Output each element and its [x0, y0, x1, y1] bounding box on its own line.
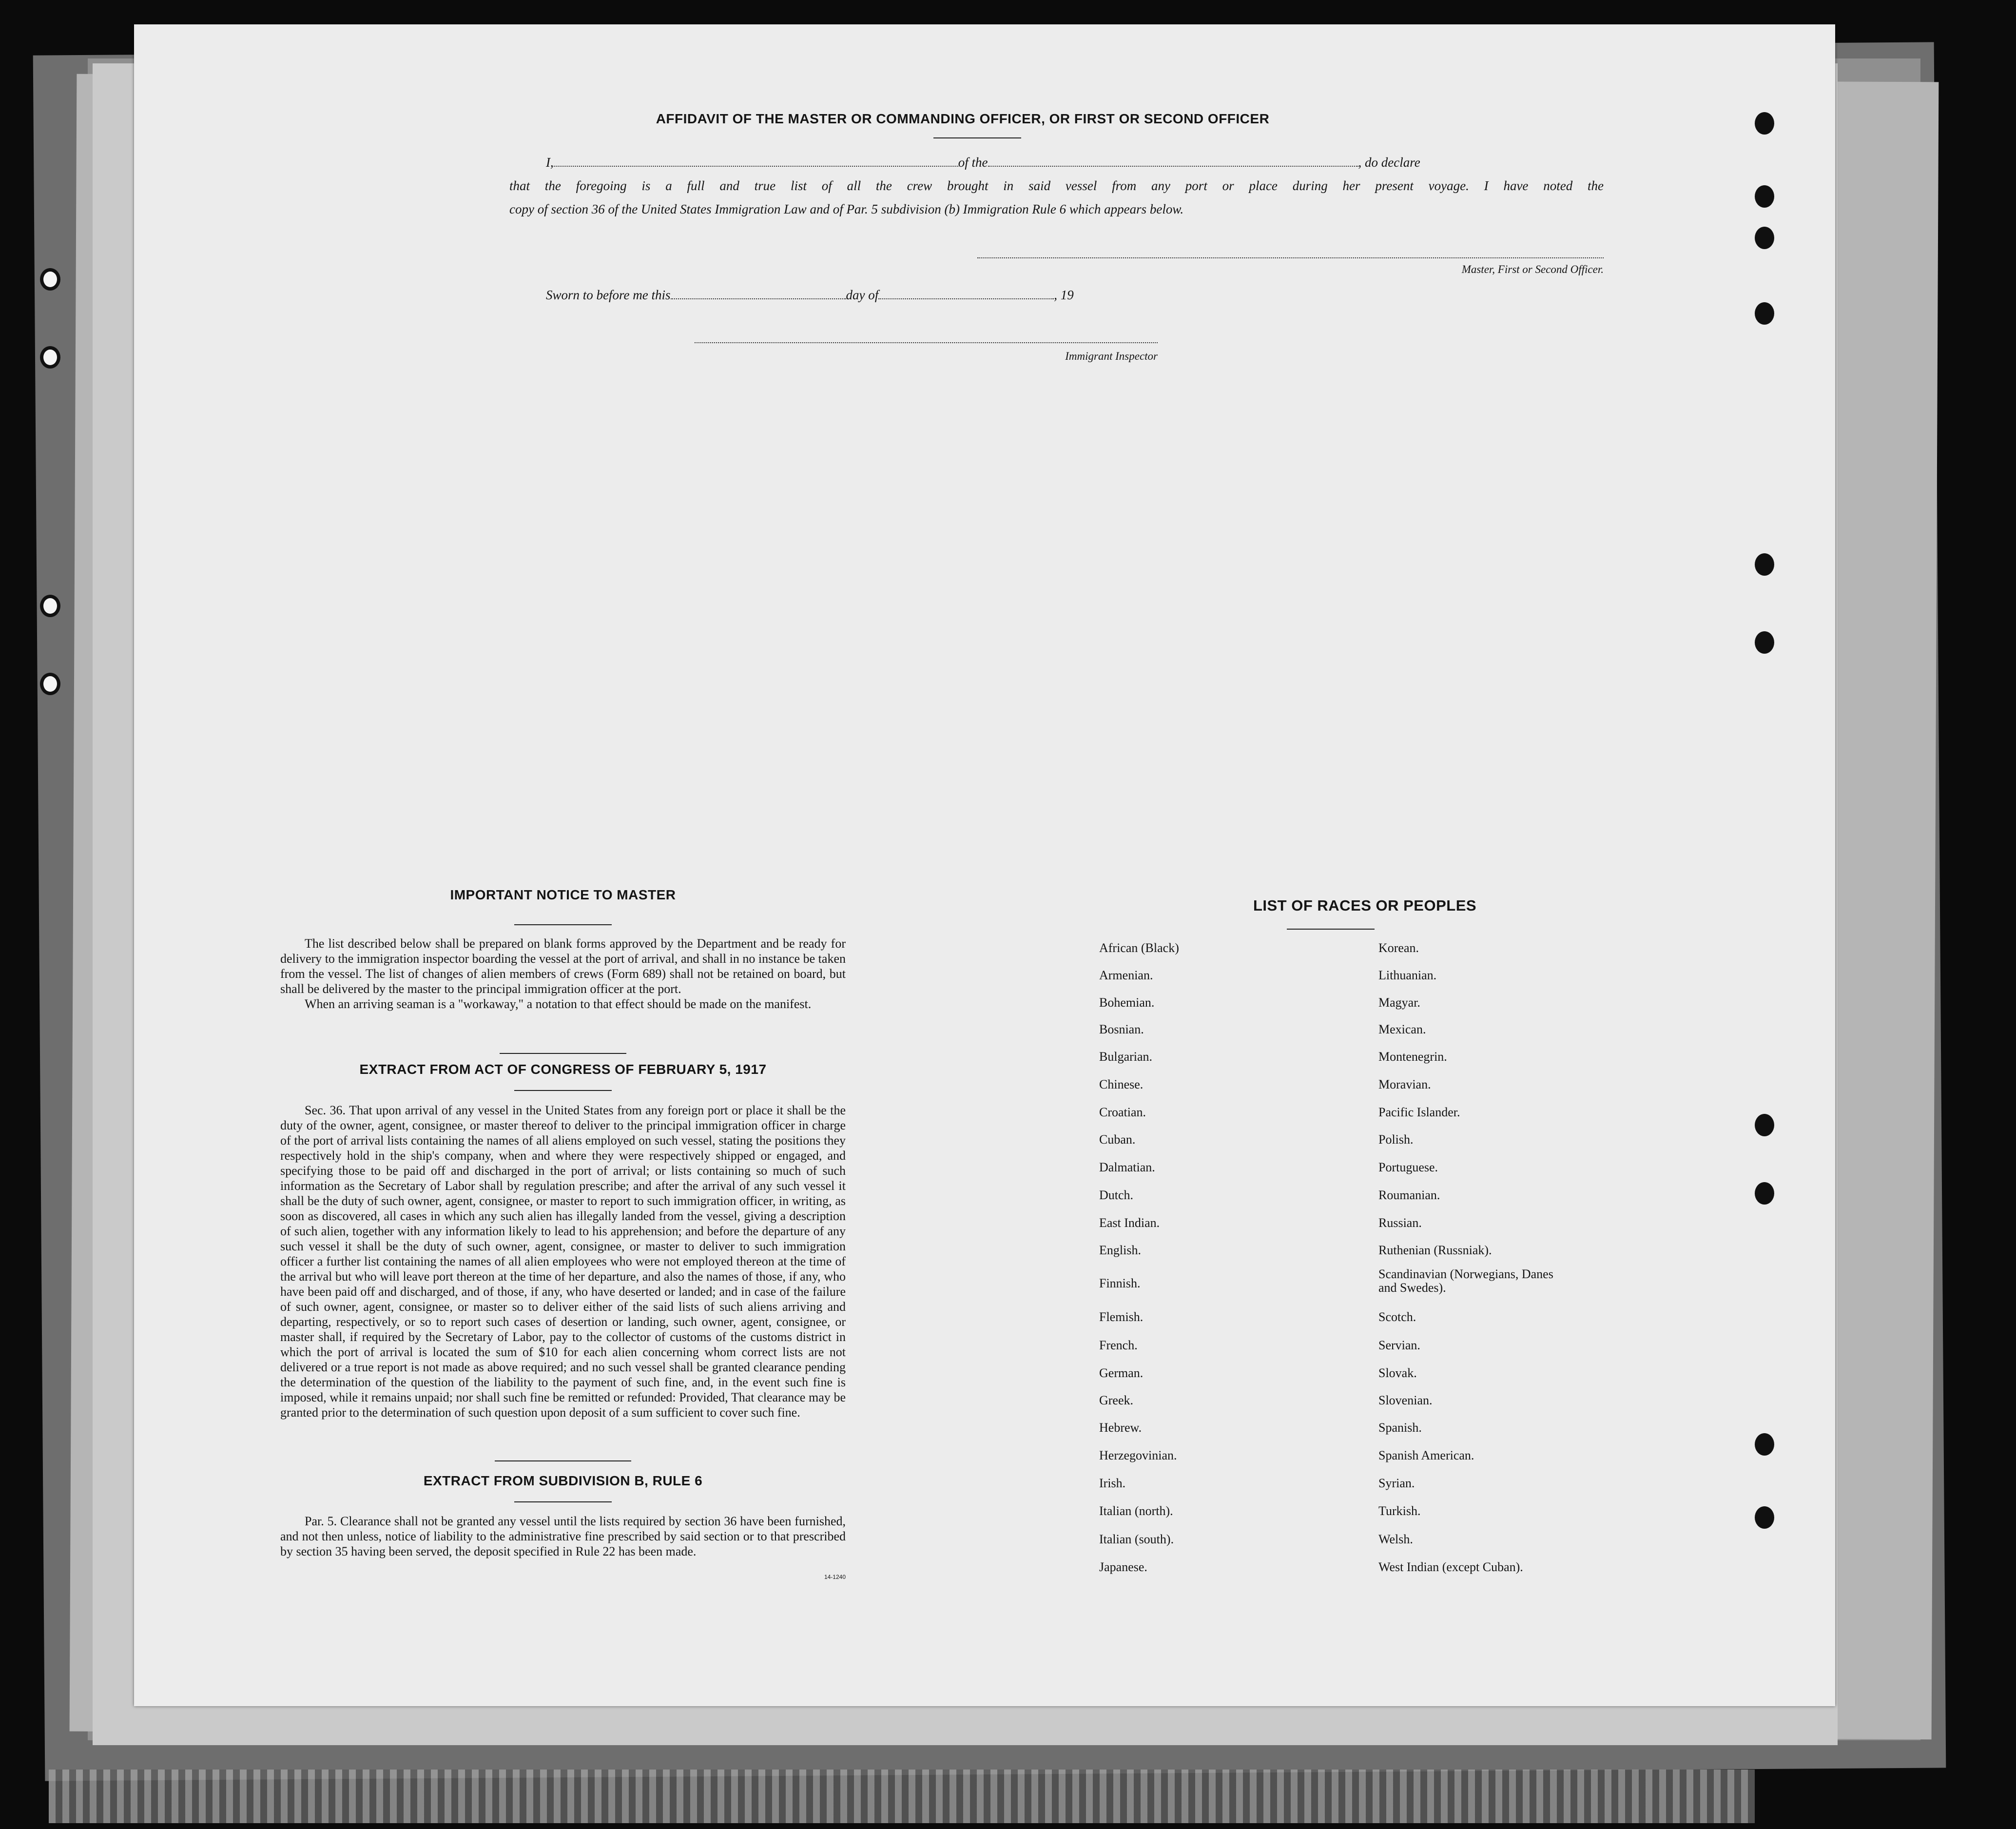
affidavit-i: I, — [546, 155, 554, 170]
race-item: Chinese. — [1099, 1077, 1144, 1091]
race-item: Polish. — [1378, 1132, 1414, 1147]
punch-hole — [1755, 185, 1774, 208]
race-item: Slovak. — [1378, 1366, 1417, 1380]
divider — [933, 137, 1021, 138]
race-item: Moravian. — [1378, 1077, 1431, 1091]
race-item: African (Black) — [1099, 941, 1179, 955]
race-item: East Indian. — [1099, 1216, 1160, 1230]
vessel-blank — [988, 157, 1358, 167]
affidavit-of-the: of the — [958, 155, 988, 170]
race-item: Dalmatian. — [1099, 1160, 1155, 1174]
affidavit-declare: , do declare — [1358, 155, 1420, 170]
divider — [514, 924, 612, 925]
punch-hole — [1755, 1182, 1774, 1205]
race-item: Russian. — [1378, 1216, 1422, 1230]
race-item: Italian (north). — [1099, 1504, 1173, 1518]
race-item: Mexican. — [1378, 1022, 1426, 1036]
sworn-prefix: Sworn to before me this — [546, 288, 671, 302]
race-item: Portuguese. — [1378, 1160, 1438, 1174]
sworn-year: , 19 — [1054, 288, 1074, 302]
divider — [1287, 929, 1375, 930]
race-item: Cuban. — [1099, 1132, 1136, 1147]
fabric-edge — [49, 1770, 1755, 1823]
divider — [500, 1053, 626, 1054]
race-item: English. — [1099, 1243, 1141, 1257]
affidavit-title: AFFIDAVIT OF THE MASTER OR COMMANDING OFFICER, OR FIRST OR SECOND OFFICER — [656, 111, 1270, 126]
race-item: Bohemian. — [1099, 995, 1155, 1010]
punch-hole — [1755, 553, 1774, 576]
inspector-signature-line — [695, 342, 1158, 343]
day-blank — [671, 290, 846, 299]
punch-hole — [1755, 631, 1774, 654]
race-item: Spanish. — [1378, 1420, 1422, 1435]
race-item: Finnish. — [1099, 1276, 1141, 1290]
affidavit-line-2: that the foregoing is a full and true list of all the crew brought in said vessel from any port or place during her present voyage. I have noted the — [509, 178, 1604, 193]
punch-hole — [1755, 1114, 1774, 1136]
race-item: Magyar. — [1378, 995, 1420, 1010]
sworn-line — [546, 288, 1074, 303]
notice-paragraph: The list described below shall be prepared on blank forms approved by the Department and be ready for delivery to the immigration inspector boarding the vessel at the port of arrival, and shall in no instance be taken from the vessel. The list of changes of alien members of crews (Form 689) shall not be retained on board, but shall be delivered by the master to the principal immigration officer at the port. — [280, 936, 846, 996]
binder-hole — [40, 673, 60, 695]
race-item: French. — [1099, 1338, 1138, 1352]
race-item: Hebrew. — [1099, 1420, 1142, 1435]
punch-hole — [1755, 112, 1774, 135]
rule-extract-title: EXTRACT FROM SUBDIVISION B, RULE 6 — [423, 1473, 703, 1488]
divider — [514, 1501, 612, 1502]
binder-hole — [40, 268, 60, 291]
binder-hole — [40, 595, 60, 617]
race-item: Korean. — [1378, 941, 1419, 955]
race-item: Montenegrin. — [1378, 1050, 1447, 1064]
notice-title: IMPORTANT NOTICE TO MASTER — [450, 887, 676, 902]
punch-hole — [1755, 227, 1774, 249]
race-item: Servian. — [1378, 1338, 1420, 1352]
race-item: Italian (south). — [1099, 1532, 1174, 1546]
race-item: Turkish. — [1378, 1504, 1421, 1518]
binder-hole — [40, 346, 60, 369]
notice-body — [280, 936, 846, 1012]
race-item: Ruthenian (Russniak). — [1378, 1243, 1492, 1257]
inspector-caption: Immigrant Inspector — [1065, 350, 1158, 362]
race-item: Armenian. — [1099, 968, 1153, 982]
race-item: Japanese. — [1099, 1560, 1147, 1574]
race-item: Scotch. — [1378, 1310, 1416, 1324]
act-extract-body — [280, 1103, 846, 1420]
race-item: Pacific Islander. — [1378, 1105, 1460, 1119]
affidavit-line-1 — [546, 155, 1604, 170]
race-item: Scandinavian (Norwegians, Danes and Swedes). — [1378, 1267, 1553, 1295]
punch-hole — [1755, 302, 1774, 325]
race-item: Irish. — [1099, 1476, 1126, 1490]
race-item: Bosnian. — [1099, 1022, 1144, 1036]
race-item: Welsh. — [1378, 1532, 1413, 1546]
act-extract-text: Sec. 36. That upon arrival of any vessel in the United States from any foreign port or place it shall be the duty of the owner, agent, consignee, or master thereof to deliver to the principal immigration officer in charge of the port of arrival lists containing the names of all aliens employed on such vessel, stating the positions they respectively hold in the ship's company, when and where they were respectively shipped or engaged, and specifying those to be paid off and discharged in the port of arrival; or lists containing so much of such information as the Secretary of Labor shall by regulation prescribe; and after the arrival of any such vessel it shall be the duty of such owner, agent, consignee, or master to report to such immigration officer, in writing, as soon as discovered, all cases in which any such alien has illegally landed from the vessel, giving a description of such alien, together with any information likely to lead to his apprehension; and before the departure of any such vessel it shall be the duty of such owner, agent, consignee, or master to deliver to such immigration officer a further list containing the names of all alien employees who were not employed thereon at the time of the arrival but who will leave port thereon at the time of her departure, and also the names of those, if any, who have been paid off and discharged, and of those, if any, who have deserted or landed; and in case of the failure of such owner, agent, consignee, or master so to deliver either of the said lists of such aliens arriving and departing, respectively, or so to report such cases of desertion or landing, such owner, agent, consignee, or master shall, if required by the Secretary of Labor, pay to the collector of customs of the customs district in which the port of arrival is located the sum of $10 for each alien concerning whom correct lists are not delivered or a true report is not made as above required; and no such vessel shall be granted clearance pending the determination of the question of the liability to the payment of such fine, and, in the event such fine is imposed, while it remains unpaid; nor shall such fine be remitted or refunded: Provided, That clearance may be granted prior to the determination of such question upon deposit of a sum sufficient to cover such fine. — [280, 1103, 846, 1420]
affidavit-line-3: copy of section 36 of the United States Immigration Law and of Par. 5 subdivision (b) Immigration Rule 6 which appears below. — [509, 202, 1184, 216]
month-blank — [878, 290, 1054, 299]
race-item: Flemish. — [1099, 1310, 1144, 1324]
master-signature-line — [977, 257, 1604, 258]
race-item: Slovenian. — [1378, 1393, 1433, 1407]
punch-hole — [1755, 1433, 1774, 1456]
race-item: West Indian (except Cuban). — [1378, 1560, 1523, 1574]
form-page — [134, 24, 1835, 1706]
divider — [495, 1460, 631, 1461]
master-caption: Master, First or Second Officer. — [1461, 263, 1604, 275]
name-blank — [554, 157, 958, 167]
race-item: German. — [1099, 1366, 1144, 1380]
race-item: Greek. — [1099, 1393, 1134, 1407]
races-title: LIST OF RACES OR PEOPLES — [1253, 897, 1477, 914]
notice-paragraph: When an arriving seaman is a "workaway," a notation to that effect should be made on the manifest. — [305, 997, 812, 1011]
punch-hole — [1755, 1506, 1774, 1529]
race-item: Lithuanian. — [1378, 968, 1437, 982]
rule-extract-body — [280, 1514, 846, 1559]
race-item: Bulgarian. — [1099, 1050, 1153, 1064]
rule-extract-text: Par. 5. Clearance shall not be granted any vessel until the lists required by section 36 have been furnished, and not then unless, notice of liability to the administrative fine prescribed by said section or to that prescribed by section 35 having been served, the deposit specified in Rule 22 has been made. — [280, 1514, 846, 1558]
race-item: Syrian. — [1378, 1476, 1415, 1490]
race-item: Dutch. — [1099, 1188, 1134, 1202]
form-number: 14-1240 — [824, 1574, 846, 1580]
race-item: Spanish American. — [1378, 1448, 1474, 1462]
divider — [514, 1090, 612, 1091]
act-extract-title: EXTRACT FROM ACT OF CONGRESS OF FEBRUARY 5, 1917 — [359, 1062, 767, 1077]
sworn-day-of: day of — [846, 288, 879, 302]
race-item: Roumanian. — [1378, 1188, 1440, 1202]
race-item: Croatian. — [1099, 1105, 1146, 1119]
race-item: Herzegovinian. — [1099, 1448, 1177, 1462]
